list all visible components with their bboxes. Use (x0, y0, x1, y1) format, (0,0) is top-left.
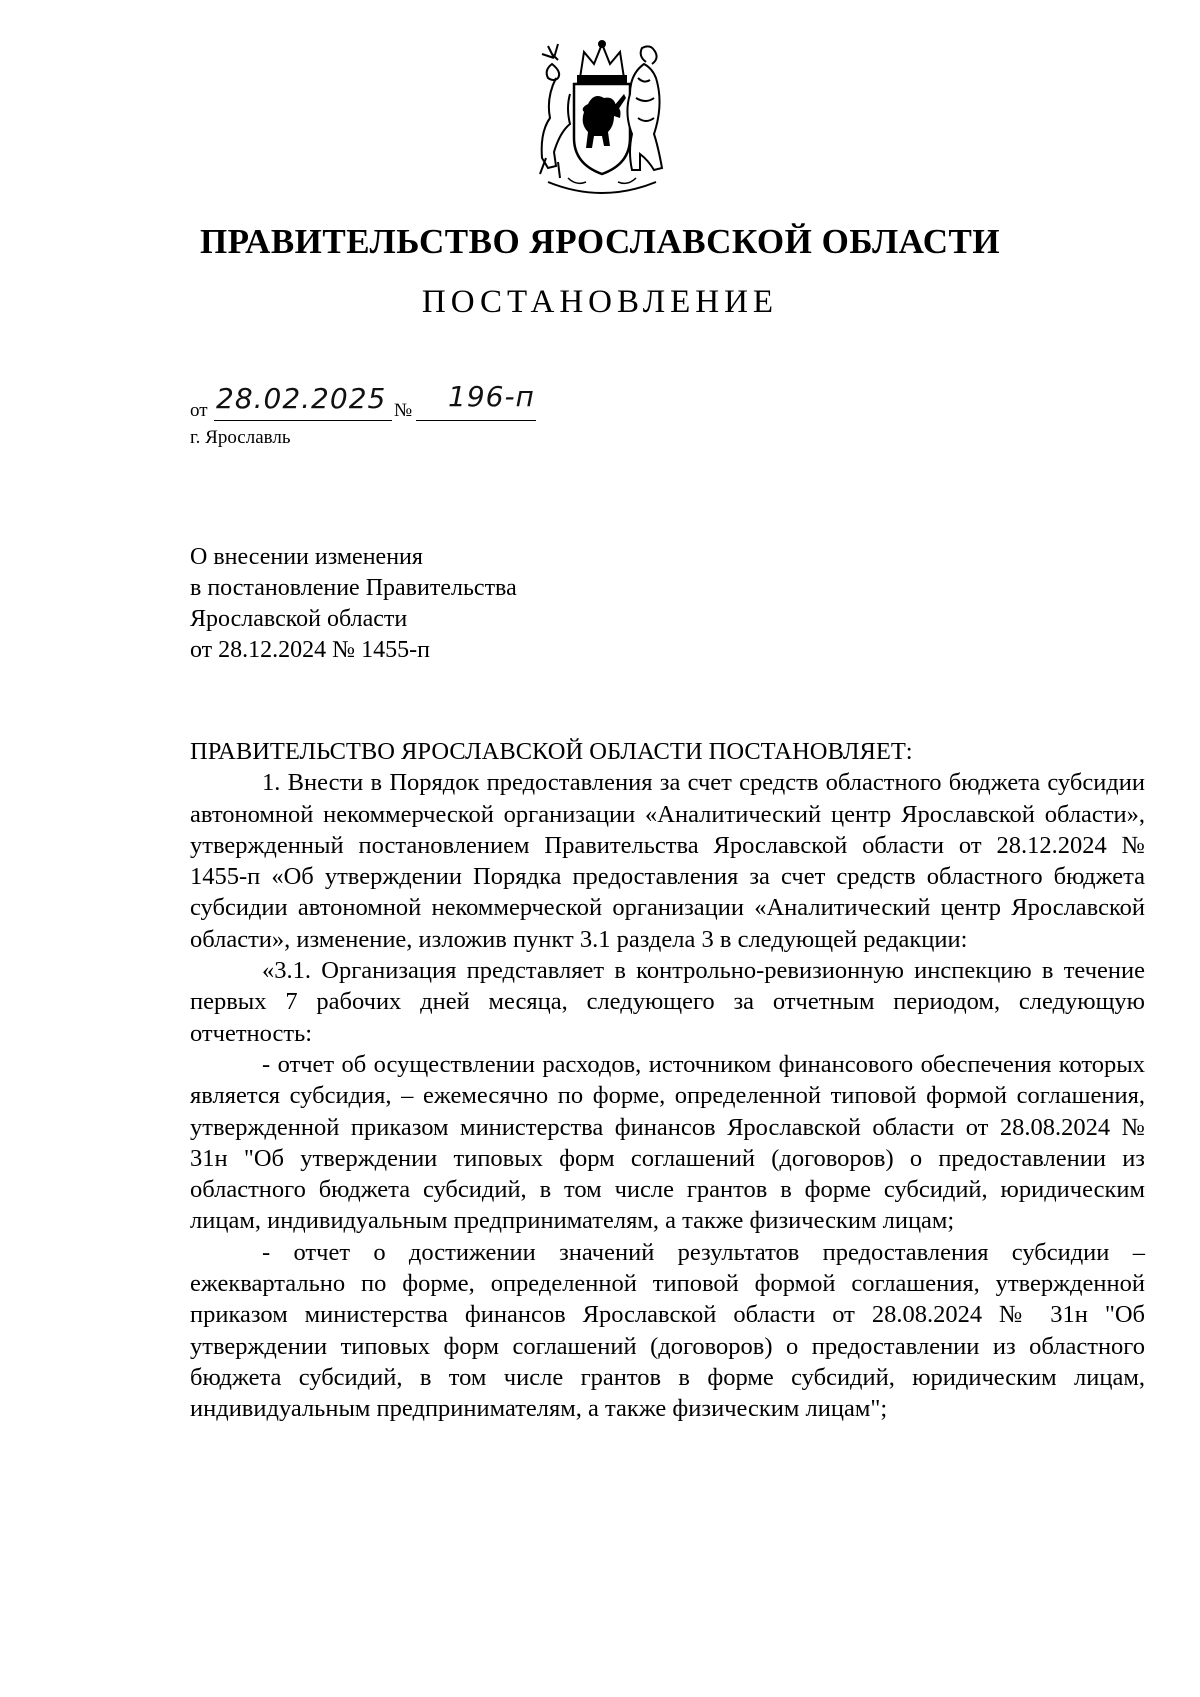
subject-line: О внесении изменения (190, 544, 423, 570)
handwritten-date: 28.02.2025 (216, 382, 387, 415)
number-prefix: № (394, 400, 413, 421)
decree-lead: ПРАВИТЕЛЬСТВО ЯРОСЛАВСКОЙ ОБЛАСТИ ПОСТАНОВЛЯЕТ: (190, 738, 913, 765)
paragraph-3-1: «3.1. Организация представляет в контрольно-ревизионную инспекцию в течение первых 7 рабочих дней месяца, следующего за отчетным периодом, следующую отчетность: (190, 957, 1145, 1047)
date-prefix: от (190, 400, 208, 421)
handwritten-number: 196-п (448, 380, 535, 413)
list-item-quarterly-report: - отчет о достижении значений результатов предоставления субсидии – ежеквартально по форме, определенной типовой формой соглашения, утвержденной приказом министерства финансов Ярославской области от 28.08.2024 № 31н "Об утверждении типовых форм соглашений (договоров) о предоставлении из областного бюджета субсидий, в том числе грантов в форме субсидий, юридическим лицам, индивидуальным предпринимателям, а также физическим лицам"; (190, 1238, 1145, 1423)
document-body (190, 736, 1145, 1425)
subject-line: от 28.12.2024 № 1455-п (190, 637, 430, 663)
document-subject (190, 542, 517, 666)
number-underline (416, 420, 536, 421)
paragraph-1: 1. Внести в Порядок предоставления за счет средств областного бюджета субсидии автономной некоммерческой организации «Аналитический центр Ярославской области», утвержденный постановлением Правительства Ярославской области от 28.12.2024 № 1455-п «Об утверждении Порядка предоставления за счет средств областного бюджета субсидии автономной некоммерческой организации «Аналитический центр Ярославской области», изменение, изложив пункт 3.1 раздела 3 в следующей редакции: (190, 769, 1145, 953)
subject-line: в постановление Правительства (190, 575, 517, 601)
org-title: ПРАВИТЕЛЬСТВО ЯРОСЛАВСКОЙ ОБЛАСТИ (199, 222, 1001, 261)
subject-line: Ярославской области (190, 606, 408, 632)
coat-of-arms-icon (528, 38, 676, 198)
city-label: г. Ярославль (190, 427, 291, 448)
list-item-monthly-report: - отчет об осуществлении расходов, источником финансового обеспечения которых является субсидия, – ежемесячно по форме, определенной типовой формой соглашения, утвержденной приказом министерства финансов Ярославской области от 28.08.2024 № 31н "Об утверждении типовых форм соглашений (договоров) о предоставлении из областного бюджета субсидий, в том числе грантов в форме субсидий, юридическим лицам, индивидуальным предпринимателям, а также физическим лицам; (190, 1050, 1145, 1235)
doc-type-title: ПОСТАНОВЛЕНИЕ (421, 284, 779, 320)
date-underline (214, 420, 392, 421)
